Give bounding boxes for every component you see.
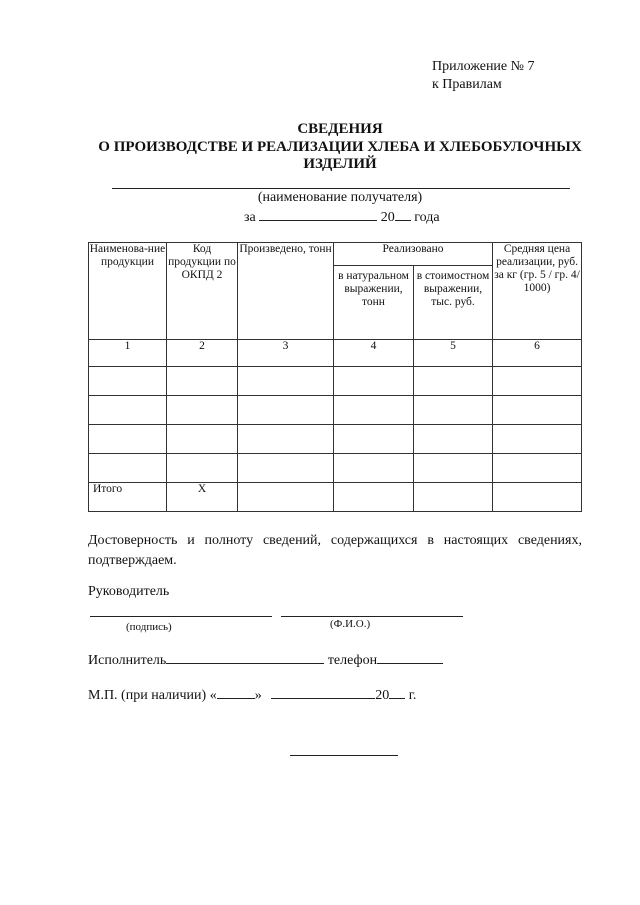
total-sold-natural-cell[interactable] bbox=[334, 483, 414, 512]
document-title: СВЕДЕНИЯ bbox=[297, 121, 383, 137]
period-year-blank bbox=[395, 208, 411, 221]
document-subtitle-line2: ИЗДЕЛИЙ bbox=[303, 156, 377, 172]
table-cell[interactable] bbox=[493, 454, 582, 483]
period-blank bbox=[259, 208, 377, 221]
table-cell[interactable] bbox=[167, 396, 238, 425]
table-header-row bbox=[89, 243, 582, 266]
total-sold-value-cell[interactable] bbox=[414, 483, 493, 512]
appendix-reference bbox=[432, 58, 535, 94]
table-cell[interactable] bbox=[493, 367, 582, 396]
column-number: 4 bbox=[334, 340, 414, 367]
closing-divider bbox=[290, 755, 398, 756]
signature-caption: (подпись) bbox=[126, 621, 172, 633]
table-cell[interactable] bbox=[414, 396, 493, 425]
stamp-date-row bbox=[88, 686, 416, 704]
confirmation-statement: Достоверность и полноту сведений, содержащихся в настоящих сведениях, подтверждаем. bbox=[88, 533, 582, 568]
table-cell[interactable] bbox=[238, 425, 334, 454]
phone-label: телефон bbox=[327, 653, 378, 668]
total-row bbox=[89, 483, 582, 512]
executor-label: Исполнитель bbox=[88, 653, 167, 668]
total-produced-cell[interactable] bbox=[238, 483, 334, 512]
table-cell[interactable] bbox=[167, 425, 238, 454]
reporting-period bbox=[244, 208, 440, 226]
column-number: 2 bbox=[167, 340, 238, 367]
table-cell[interactable] bbox=[238, 454, 334, 483]
production-table bbox=[88, 242, 582, 512]
table-row bbox=[89, 367, 582, 396]
appendix-number: Приложение № 7 bbox=[432, 59, 535, 74]
table-cell[interactable] bbox=[414, 367, 493, 396]
period-prefix: за bbox=[244, 210, 256, 225]
executor-row bbox=[88, 651, 443, 669]
period-year: 20 bbox=[380, 210, 395, 225]
column-number: 5 bbox=[414, 340, 493, 367]
table-cell[interactable] bbox=[167, 367, 238, 396]
stamp-label: М.П. (при наличии) « bbox=[88, 688, 217, 703]
full-name-line[interactable] bbox=[281, 616, 463, 617]
document-subtitle-line1: О ПРОИЗВОДСТВЕ И РЕАЛИЗАЦИИ ХЛЕБА И ХЛЕБОБУЛОЧНЫХ bbox=[98, 139, 582, 155]
table-cell[interactable] bbox=[167, 454, 238, 483]
total-average-price-cell[interactable] bbox=[493, 483, 582, 512]
table-cell[interactable] bbox=[334, 367, 414, 396]
header-produced: Произведено, тонн bbox=[238, 243, 334, 340]
full-name-caption: (Ф.И.О.) bbox=[330, 618, 371, 630]
column-number-row bbox=[89, 340, 582, 367]
year-field[interactable] bbox=[389, 686, 405, 699]
executor-field[interactable] bbox=[166, 651, 324, 664]
date-year: 20 bbox=[375, 688, 390, 703]
header-sold-value: в стоимостном выражении, тыс. руб. bbox=[414, 266, 493, 340]
head-label: Руководитель bbox=[88, 584, 170, 599]
table-cell[interactable] bbox=[334, 454, 414, 483]
column-number: 6 bbox=[493, 340, 582, 367]
header-sold: Реализовано bbox=[334, 243, 493, 266]
appendix-rules: к Правилам bbox=[432, 77, 502, 92]
total-label: Итого bbox=[89, 483, 167, 512]
header-product-code: Код продукции по ОКПД 2 bbox=[167, 243, 238, 340]
header-sold-natural: в натуральном выражении, тонн bbox=[334, 266, 414, 340]
table-cell[interactable] bbox=[238, 367, 334, 396]
header-average-price: Средняя цена реализации, руб. за кг (гр. 5 / гр. 4/ 1000) bbox=[493, 243, 582, 340]
recipient-name-line bbox=[112, 188, 570, 189]
table-cell[interactable] bbox=[89, 396, 167, 425]
month-field[interactable] bbox=[271, 686, 375, 699]
table-cell[interactable] bbox=[334, 396, 414, 425]
table-cell[interactable] bbox=[89, 367, 167, 396]
table-cell[interactable] bbox=[493, 425, 582, 454]
signature-line[interactable] bbox=[90, 616, 272, 617]
table-cell[interactable] bbox=[414, 425, 493, 454]
table-row bbox=[89, 454, 582, 483]
table-row bbox=[89, 396, 582, 425]
table-cell[interactable] bbox=[89, 454, 167, 483]
table-cell[interactable] bbox=[89, 425, 167, 454]
recipient-caption: (наименование получателя) bbox=[257, 190, 423, 205]
quote-close: » bbox=[254, 688, 262, 703]
total-code-mark: Х bbox=[167, 483, 238, 512]
table-row bbox=[89, 425, 582, 454]
table-cell[interactable] bbox=[238, 396, 334, 425]
table-cell[interactable] bbox=[493, 396, 582, 425]
table-cell[interactable] bbox=[334, 425, 414, 454]
period-suffix: года bbox=[414, 210, 440, 225]
column-number: 1 bbox=[89, 340, 167, 367]
phone-field[interactable] bbox=[377, 651, 443, 664]
header-product-name: Наименова-ние продукции bbox=[89, 243, 167, 340]
column-number: 3 bbox=[238, 340, 334, 367]
day-field[interactable] bbox=[217, 686, 255, 699]
year-suffix: г. bbox=[408, 688, 417, 703]
table-cell[interactable] bbox=[414, 454, 493, 483]
